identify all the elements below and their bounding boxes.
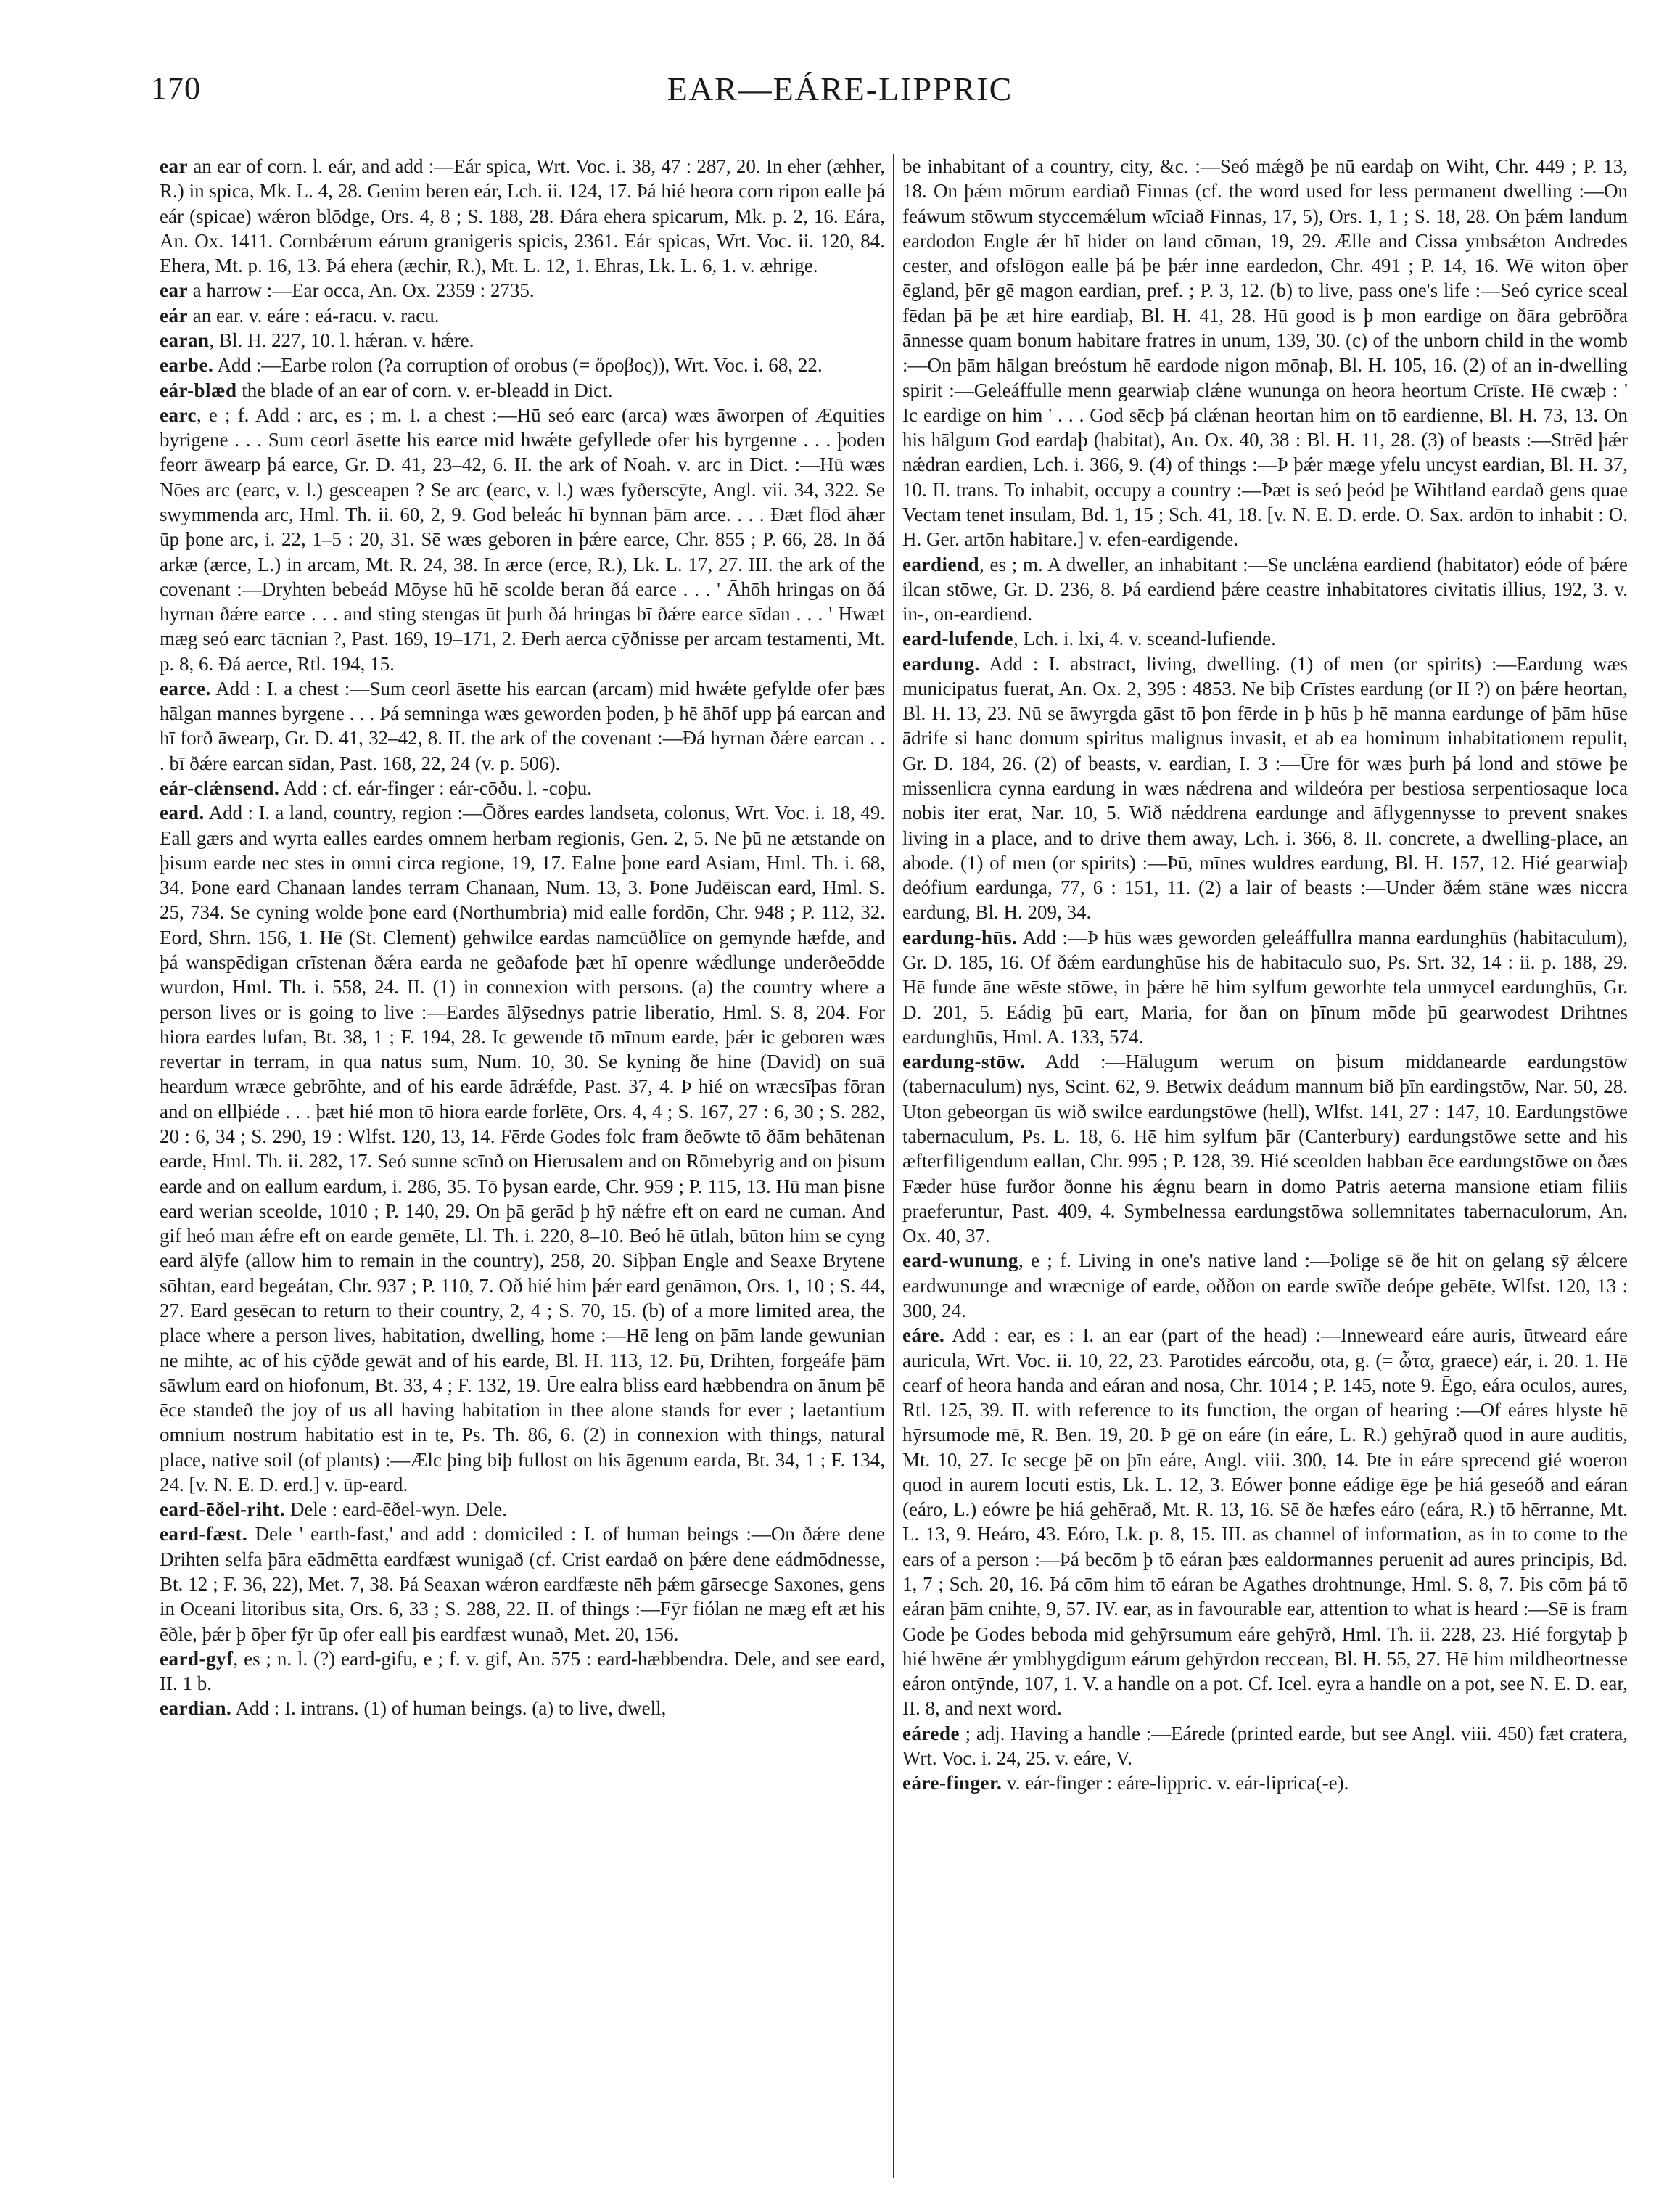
entry-headword: eáre-finger. bbox=[902, 1772, 1002, 1794]
dictionary-entry bbox=[160, 800, 885, 1497]
dictionary-entry bbox=[902, 1721, 1628, 1771]
entry-headword: eard-wunung bbox=[902, 1249, 1019, 1272]
dictionary-entry bbox=[902, 154, 1628, 552]
page-number: 170 bbox=[151, 70, 201, 106]
dictionary-entry bbox=[902, 652, 1628, 925]
entry-text: Add :—Þ hūs wæs geworden geleáffullra manna eardunghūs (habitaculum), Gr. D. 185, 16. Of ðǽm eardunghūse his de habitaculo suo, Ps. Srt. 32, 14 : ii. p. 188, 29. Hē funde āne wēste stōwe, in þǽre hē him sylfum geworhte tela unmycel eardunghūs, Gr. D. 201, 5. Eádig þū eart, Maria, for ðan on þīnum mōde þū gearwodest Drihtnes eardunghūs, Hml. A. 133, 574. bbox=[902, 926, 1628, 1048]
dictionary-entry bbox=[160, 1646, 885, 1696]
dictionary-entry bbox=[902, 1770, 1628, 1795]
entry-text: the blade of an ear of corn. v. er-bleadd in Dict. bbox=[236, 379, 613, 401]
entry-headword: eardian. bbox=[160, 1697, 232, 1720]
entry-headword: eard-gyf bbox=[160, 1647, 234, 1670]
dictionary-entry bbox=[160, 378, 885, 403]
entry-text: Add : cf. eár-finger : eár-cōðu. l. -coþu. bbox=[279, 777, 592, 800]
dictionary-entry bbox=[160, 676, 885, 776]
dictionary-entry bbox=[160, 1696, 885, 1720]
dictionary-entry bbox=[902, 1049, 1628, 1248]
dictionary-entry bbox=[160, 1522, 885, 1646]
entry-text: , Lch. i. lxi, 4. v. sceand-lufiende. bbox=[1013, 628, 1276, 650]
entry-text: , e ; f. Add : arc, es ; m. I. a chest :—Hū seó earc (arca) wæs āworpen of Æquities byrigene . . . Sum ceorl āsette his earce mid hwǽte gefyllede ofer his byrgenne . . . þoden feorr āwearp þá earce, Gr. D. 41, 23–42, 6. II. the ark of Noah. v. arc in Dict. :—Hū wæs Nōes arc (earc, v. l.) gesceapen ? Se arc (earc, v. l.) wæs fyðerscȳte, Angl. vii. 34, 322. Se swymmenda arc, Hml. Th. ii. 60, 2, 9. God beleác hī bynnan þām arce. . . . Ðæt flōd āhær ūp þone arc, i. 22, 1–5 : 20, 31. Sē wæs geboren in þǽre earce, Chr. 855 ; P. 66, 28. In ðá arkæ (ærce, L.) in arcam, Mt. R. 24, 38. In ærce (erce, R.), Lk. L. 17, 27. III. the ark of the covenant :—Dryhten bebeád Mōyse hū hē scolde beran ðá earce . . . ' Āhōh hringas on ðá hyrnan ðǽre earce . . . and sting stengas ūt þurh ðá hringas bī ðǽre earce sīdan . . . ' Hwæt mæg seó earc tācnian ?, Past. 169, 19–171, 2. Ðerh aerca cȳðnisse per arcam testamenti, Mt. p. 8, 6. Ðá aerce, Rtl. 194, 15. bbox=[160, 403, 885, 675]
entry-headword: earce. bbox=[160, 677, 211, 699]
entry-text: Add : ear, es : I. an ear (part of the head) :—Inneweard eáre auris, ūtweard eáre auricula, Wrt. Voc. ii. 10, 22, 23. Parotides eárcoðu, ota, g. (= ὦτα, graece) eár, i. 20. 1. Hē cearf of heora handa and eáran and nosa, Chr. 1014 ; P. 145, note 9. Ēgo, eára oculos, aures, Rtl. 125, 39. II. with reference to its function, the organ of hearing :—Of eáres hlyste hē hȳrsumode mē, R. Ben. 19, 20. Þ gē on eáre (in eáre, L. R.) gehȳrað quod in aure auditis, Mt. 10, 27. Ic secge þē on þīn eáre, Angl. viii. 300, 14. Þte in eáre sprecend gié woeron quod in aurem locuti estis, Lk. L. 12, 3. Eówer þonne eádige ēge þe hiá geseóð and eáran (eáro, L.) eówre þe hiá gehērað, Mt. R. 13, 16. Sē ðe hæfes eáro (eára, R.) tō hērranne, Mt. L. 13, 9. Heáro, 43. Eóro, Lk. p. 8, 15. III. as channel of information, as in to come to the ears of a person :—Þá becōm þ tō eáran þæs ealdormannes peruenit ad aures principis, Bd. 1, 7 ; Sch. 20, 16. Þá cōm him tō eáran be Agathes drohtnunge, Hml. S. 8, 7. Þis cōm þá tō eáran þām cnihte, 9, 57. IV. ear, as in favourable ear, attention to what is heard :—Sē is fram Gode þe Godes beboda mid gehȳrsumum eáre gehȳrð, Hml. Th. ii. 228, 23. Hié forgytaþ þ hié hwēne ǽr ymbhygdigum eárum gehȳrdon reccean, Bl. H. 55, 27. Hē him mildheortnesse eáron ontȳnde, 107, 1. V. a handle on a pot. Cf. Icel. eyra a handle on a pot, see N. E. D. ear, II. 8, and next word. bbox=[902, 1324, 1628, 1720]
entry-text: Dele ' earth-fast,' and add : domiciled : I. of human beings :—On ðǽre dene Drihten selfa þāra eādmētta eardfæst wunigað (cf. Crist eardað on þǽre dene eádmōdnesse, Bt. 12 ; F. 36, 22), Met. 7, 38. Þá Seaxan wǽron eardfæste nēh þǽm gārsecge Saxones, gens in Oceani litoribus sita, Ors. 6, 33 ; S. 288, 22. II. of things :—Fȳr fiólan ne mæg eft æt his ēðle, þǽr þ ōþer fȳr ūp ofer eall þis eardfæst wunað, Met. 20, 156. bbox=[160, 1523, 885, 1645]
dictionary-entry bbox=[160, 353, 885, 377]
entry-text: v. eár-finger : eáre-lippric. v. eár-liprica(-e). bbox=[1002, 1772, 1349, 1794]
left-column bbox=[160, 154, 885, 2171]
entry-text: , e ; f. Living in one's native land :—Þolige sē ðe hit on gelang sȳ ǽlcere eardwununge and wræcnige of earde, oððon on earde swīðe deópe gebēte, Wlfst. 120, 13 : 300, 24. bbox=[902, 1249, 1628, 1321]
right-column bbox=[902, 154, 1628, 2171]
entry-headword: earan bbox=[160, 329, 210, 351]
dictionary-entry bbox=[902, 1323, 1628, 1721]
entry-headword: eardung. bbox=[902, 652, 980, 675]
entry-headword: ear bbox=[160, 155, 188, 177]
entry-headword: eáre. bbox=[902, 1324, 945, 1347]
dictionary-entry bbox=[902, 925, 1628, 1049]
entry-text: be inhabitant of a country, city, &c. :—Seó mǽgð þe nū eardaþ on Wiht, Chr. 449 ; P. 13, 18. On þǽm mōrum eardiað Finnas (cf. the word used for less permanent dwelling :—On feáwum stōwum styccemǽlum wīciað Finnas, 17, 5), Ors. 1, 1 ; S. 18, 28. On þǽm landum eardodon Engle ǽr hī hider on land cōman, 19, 29. Ælle and Cissa ymbsǽton Andredes cester, and ofslōgon ealle þá þe þǽr inne eardedon, Chr. 491 ; P. 14, 16. Wē witon ōþer ēgland, þēr gē magon eardian, pref. ; P. 3, 12. (b) to live, pass one's life :—Seó cyrice sceal fēdan þā þe æt hire eardiaþ, Bl. H. 41, 28. Hū good is þ mon eardige on ðāra gebrōðra ānnesse quam bonum habitare fratres in unum, 139, 30. (c) of the unborn child in the womb :—On þām hālgan breóstum hē eardode nigon mōnaþ, Bl. H. 105, 16. (2) of an in-dwelling spirit :—Geleáffulle menn gearwiaþ clǽne wununga on heora heortum Crīste. Hē cwæþ : ' Ic eardige on him ' . . . God sēcþ þá clǽnan heortan him on tō eardienne, Bl. H. 73, 13. On his hālgum God eardaþ (habitat), An. Ox. 40, 38 : Bl. H. 11, 28. (3) of beasts :—Strēd þǽr nǽdran eardien, Lch. i. 366, 9. (4) of things :—Þ þǽr mæge yfelu uncyst eardian, Bl. H. 37, 10. II. trans. To inhabit, occupy a country :—Þæt is seó þeód þe Wihtland eardað gens quae Vectam tenet insulam, Bd. 1, 15 ; Sch. 41, 18. [v. N. E. D. erde. O. Sax. ardōn to inhabit : O. H. Ger. artōn habitare.] v. efen-eardigende. bbox=[902, 155, 1628, 551]
dictionary-entry bbox=[160, 328, 885, 353]
dictionary-entry bbox=[160, 403, 885, 676]
entry-headword: eard-ēðel-riht. bbox=[160, 1498, 286, 1521]
entry-headword: eard-lufende bbox=[902, 628, 1013, 650]
entry-headword: eár-clǽnsend. bbox=[160, 777, 280, 800]
dictionary-entry bbox=[160, 303, 885, 328]
entry-headword: eardung-hūs. bbox=[902, 926, 1018, 948]
entry-headword: eárede bbox=[902, 1722, 960, 1744]
entry-text: an ear of corn. l. eár, and add :—Eár spica, Wrt. Voc. i. 38, 47 : 287, 20. In eher (æhher, R.) in spica, Mk. L. 4, 28. Genim beren eár, Lch. ii. 124, 17. Þá hié heora corn ripon ealle þá eár (spicae) wǽron blōdge, Ors. 4, 8 ; S. 188, 28. Ðára ehera spicarum, Mk. p. 2, 16. Eára, An. Ox. 1411. Cornbǽrum eárum granigeris spicis, 2361. Eár spicas, Wrt. Voc. ii. 120, 84. Ehera, Mt. p. 16, 13. Þá ehera (æchir, R.), Mt. L. 12, 1. Ehras, Lk. L. 6, 1. v. æhrige. bbox=[160, 155, 885, 277]
entry-text: Add : I. a chest :—Sum ceorl āsette his earcan (arcam) mid hwǽte gefylde ofer þæs hālgan mannes byrgene . . . Þá semninga wæs geworden þoden, þ hē āhōf upp þá earcan and hī forð āwearp, Gr. D. 41, 32–42, 8. II. the ark of the covenant :—Ðá hyrnan ðǽre earcan . . . bī ðǽre earcan sīdan, Past. 168, 22, 24 (v. p. 506). bbox=[160, 677, 885, 774]
running-head: EAR—EÁRE-LIPPRIC bbox=[667, 70, 1013, 107]
entry-text: , es ; m. A dweller, an inhabitant :—Se unclǽna eardiend (habitator) eóde of þǽre ilcan stōwe, Gr. D. 236, 8. Þá eardiend þǽre ceastre inhabitatores civitatis illius, 192, 3. v. in-, on-eardiend. bbox=[902, 553, 1628, 625]
entry-headword: earc bbox=[160, 403, 197, 426]
entry-headword: eár-blæd bbox=[160, 379, 237, 401]
dictionary-entry bbox=[902, 1248, 1628, 1323]
entry-headword: eard-fæst. bbox=[160, 1523, 248, 1546]
dictionary-entry bbox=[902, 552, 1628, 627]
entry-headword: eardung-stōw. bbox=[902, 1051, 1026, 1073]
entry-headword: eard. bbox=[160, 802, 205, 824]
entry-headword: earbe. bbox=[160, 354, 214, 377]
dictionary-entry bbox=[160, 1497, 885, 1522]
entry-text: Dele : eard-ēðel-wyn. Dele. bbox=[285, 1498, 508, 1521]
entry-text: ; adj. Having a handle :—Eárede (printed earde, but see Angl. viii. 450) fæt cratera, Wrt. Voc. i. 24, 25. v. eáre, V. bbox=[902, 1722, 1628, 1769]
entry-text: Add : I. intrans. (1) of human beings. (a) to live, dwell, bbox=[231, 1697, 667, 1720]
dictionary-entry bbox=[160, 154, 885, 278]
dictionary-entry bbox=[160, 278, 885, 303]
entry-headword: eardiend bbox=[902, 553, 980, 575]
entry-text: Add :—Earbe rolon (?a corruption of orobus (= ὄροβος)), Wrt. Voc. i. 68, 22. bbox=[213, 354, 823, 377]
dictionary-entry bbox=[160, 776, 885, 800]
entry-headword: ear bbox=[160, 279, 188, 302]
column-divider bbox=[893, 154, 894, 2178]
entry-headword: eár bbox=[160, 304, 188, 327]
entry-text: , es ; n. l. (?) eard-gifu, e ; f. v. gif, An. 575 : eard-hæbbendra. Dele, and see eard, II. 1 b. bbox=[160, 1647, 885, 1695]
entry-text: Add :—Hālugum werum on þisum middanearde eardungstōw (tabernaculum) nys, Scint. 62, 9. Betwix deádum mannum bið þīn eardingstōw, Nar. 50, 28. Uton gebeorgan ūs wið swilce eardungstōwe (hell), Wlfst. 141, 27 : 147, 10. Eardungstōwe tabernaculum, Ps. L. 18, 6. Hē him sylfum þār (Canterbury) eardungstōwe sette and his æfterfiligendum eallan, Chr. 995 ; P. 128, 39. Hié sceolden habban ēce eardungstōwe on ðæs Fæder hūse furðor ðonne his ǽgnu bearn in domo Patris aeterna mansione etiam filiis praeferuntur, Past. 409, 4. Symbelnessa eardungstōwa sollemnitates tabernaculorum, An. Ox. 40, 37. bbox=[902, 1051, 1628, 1247]
entry-text: , Bl. H. 227, 10. l. hǽran. v. hǽre. bbox=[209, 329, 474, 351]
entry-text: an ear. v. eáre : eá-racu. v. racu. bbox=[187, 304, 440, 327]
dictionary-entry bbox=[902, 626, 1628, 651]
entry-text: Add : I. abstract, living, dwelling. (1) of men (or spirits) :—Eardung wæs municipatus fuerat, An. Ox. 2, 395 : 4853. Ne biþ Crīstes eardung (or II ?) on þǽre heortan, Bl. H. 13, 23. Nū se āwyrgda gāst tō þon fērde in þ hūs þ hē manna eardunge of þām hūse ādrife si hanc domum spiritus malignus invasit, et ab ea hominum inhabitationem repulit, Gr. D. 184, 26. (2) of beasts, v. eardian, I. 3 :—Ūre fōr wæs þurh þá lond and stōwe þe missenlicra cynna eardung in wæs nǽdrena and wildeóra per bestiosa serpentiosaque loca nobis iter erat, Nar. 10, 5. Wið nǽddrena eardunge and āflygennysse to prevent snakes living in a place, and to drive them away, Lch. i. 366, 8. II. concrete, a dwelling-place, an abode. (1) of men (or spirits) :—Þū, mīnes wuldres eardung, Bl. H. 157, 12. Hié gearwiaþ deófium eardunga, 77, 6 : 151, 11. (2) a lair of beasts :—Under ðǽm stāne wæs niccra eardung, Bl. H. 209, 34. bbox=[902, 652, 1628, 924]
entry-text: a harrow :—Ear occa, An. Ox. 2359 : 2735. bbox=[187, 279, 535, 302]
entry-text: Add : I. a land, country, region :—Ōðres eardes landseta, colonus, Wrt. Voc. i. 18, 49. Eall gærs and wyrta ealles eardes omnem herbam regionis, Gen. 2, 5. Ne þū ne ætstande on þisum earde nec stes in omni circa regione, 19, 17. Ealne þone eard Asiam, Hml. Th. i. 68, 34. Þone eard Chanaan landes terram Chanaan, Num. 13, 3. Þone Judēiscan eard, Hml. S. 25, 734. Se cyning wolde þone eard (Northumbria) mid ealle fordōn, Chr. 948 ; P. 112, 32. Eord, Shrn. 156, 1. Hē (St. Clement) gehwilce eardas namcūðlīce on gemynde hæfde, and þá wanspēdigan crīstenan ðǽra earda ne geðafode þæt hī openre wǽdlunge underðeōdde wurdon, Hml. Th. i. 558, 24. II. (1) in connexion with persons. (a) the country where a person lives or is going to live :—Eardes ālȳsednys patrie liberatio, Hml. S. 8, 204. For hiora eardes lufan, Bt. 38, 1 ; F. 194, 28. Ic gewende tō mīnum earde, þǽr ic geboren wæs revertar in terram, in qua natus sum, Num. 10, 30. Se kyning ðe hine (David) on suā heardum wræce gebrōhte, and of his earde ādrǽfde, Past. 37, 4. Þ hié on wræcsīþas fōran and on ellþiéde . . . þæt hié mon tō hiora earde forlēte, Ors. 4, 4 ; S. 167, 27 : 6, 30 ; S. 282, 20 : 6, 34 ; S. 290, 19 : Wlfst. 120, 13, 14. Fērde Godes folc fram ðeōwte tō ðām behātenan earde, Hml. Th. ii. 282, 17. Seó sunne scīnð on Hierusalem and on Rōmebyrig and on þisum earde and on eallum eardum, i. 286, 35. Tō þysan earde, Chr. 959 ; P. 115, 13. Hū man þisne eard werian sceolde, 1010 ; P. 140, 29. On þā gerād þ hȳ nǽfre eft on eard ne cuman. And gif heó man ǽfre eft on earde gemēte, Ll. Th. i. 220, 8–10. Beó hē ūtlah, būton him se cyng eard ālȳfe (allow him to remain in the country), 258, 20. Siþþan Engle and Seaxe Brytene sōhtan, eard begeátan, Chr. 937 ; P. 110, 7. Oð hié him þǽr eard genāmon, Ors. 1, 10 ; S. 44, 27. Eard gesēcan to return to their country, 2, 4 ; S. 70, 15. (b) of a more limited area, the place where a person lives, habitation, dwelling, home :—Hē leng on þām lande gewunian ne mihte, ac of his cȳðde gewāt and of his earde, Bl. H. 113, 12. Þū, Drihten, forgeáfe þām sāwlum eard on hiofonum, Bt. 33, 4 ; F. 132, 19. Ūre ealra bliss eard hæbbendra on ānum þē ēce standeð the joy of us all having habitation in thee alone stands for ever ; laetantium omnium nostrum habitatio est in te, Ps. Th. 86, 6. (2) in connexion with things, natural place, native soil (of plants) :—Ælc þing biþ fullost on his āgenum earda, Bt. 34, 1 ; F. 134, 24. [v. N. E. D. erd.] v. ūp-eard. bbox=[160, 802, 885, 1495]
